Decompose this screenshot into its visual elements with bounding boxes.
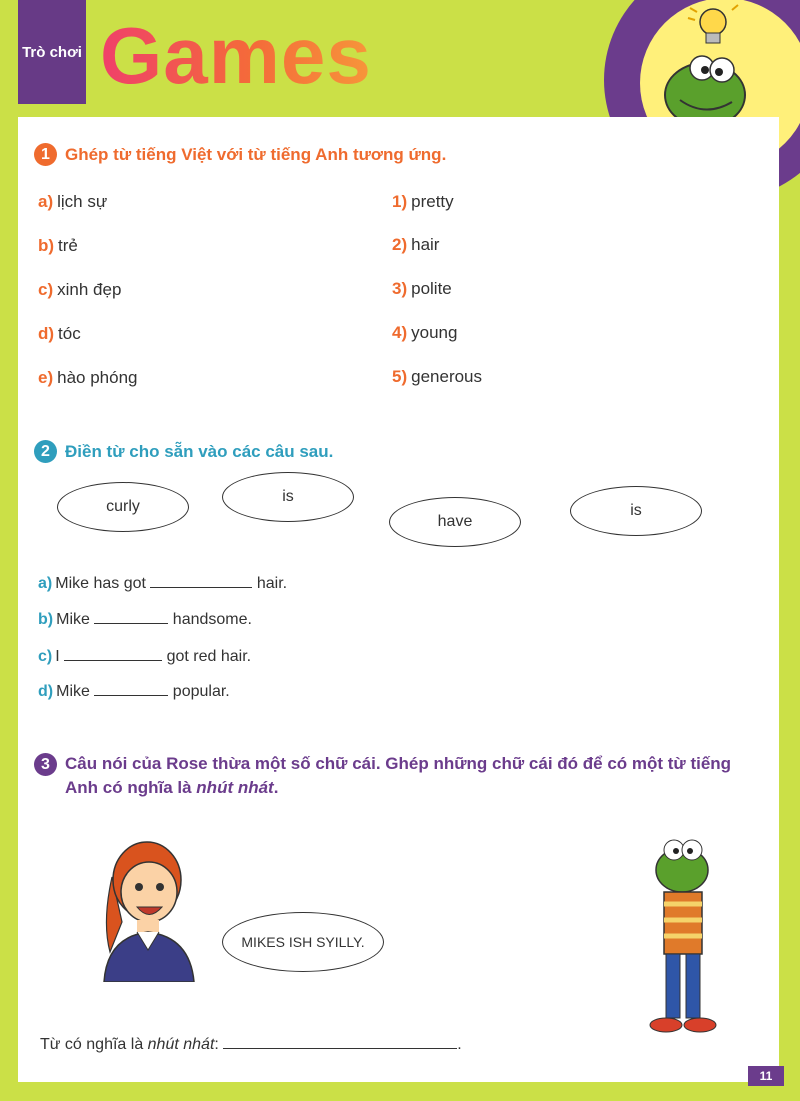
word-oval: curly: [57, 482, 189, 532]
blank-line[interactable]: [94, 611, 168, 624]
sentence-before: Mike: [56, 683, 90, 700]
answer-line: [40, 1036, 462, 1054]
sentence-after: handsome.: [172, 611, 252, 628]
item-label: a): [38, 575, 53, 592]
exercise2-instruction: Điền từ cho sẵn vào các câu sau.: [65, 441, 334, 461]
item-label: 3): [392, 279, 408, 298]
item-label: 4): [392, 323, 408, 342]
girl-rose-icon: [92, 832, 202, 982]
item-label: e): [38, 368, 54, 387]
sentence-after: got red hair.: [166, 648, 252, 665]
item-label: c): [38, 280, 54, 299]
answer-prefix: Từ có nghĩa là: [40, 1036, 148, 1053]
item-label: 5): [392, 367, 408, 386]
match-left-d: [38, 324, 81, 344]
section-tag: Trò chơi: [18, 0, 86, 104]
fill-sentence-d: [38, 683, 230, 701]
sentence-after: hair.: [256, 575, 288, 592]
match-right-3: [392, 279, 452, 299]
exercise2-heading: [34, 440, 333, 463]
item-text: polite: [411, 279, 452, 298]
item-text: hair: [411, 235, 440, 254]
speech-bubble: MIKES ISH SYILLY.: [222, 912, 384, 972]
word-oval: have: [389, 497, 521, 547]
answer-blank[interactable]: [223, 1036, 457, 1049]
page-title: Games: [100, 11, 372, 100]
match-right-5: [392, 367, 482, 387]
instruction-period: .: [273, 778, 279, 797]
match-left-c: [38, 280, 121, 300]
exercise2-number: 2: [34, 440, 57, 463]
answer-end: .: [457, 1036, 462, 1053]
item-label: 1): [392, 192, 408, 211]
item-text: hào phóng: [57, 368, 138, 387]
exercise3-number: 3: [34, 753, 57, 776]
instruction-line1: Câu nói của Rose thừa một số chữ cái. Ghép những chữ cái đó để có một từ tiếng: [65, 754, 732, 773]
match-left-e: [38, 368, 138, 388]
match-left-a: [38, 192, 107, 212]
sentence-before: Mike has got: [55, 575, 146, 592]
answer-italic: nhút nhát: [147, 1036, 215, 1053]
item-text: tóc: [58, 324, 81, 343]
match-right-1: [392, 192, 454, 212]
item-text: lịch sự: [57, 192, 108, 211]
instruction-italic: nhút nhát: [196, 778, 274, 797]
instruction-line2: Anh có nghĩa là: [65, 778, 197, 797]
sentence-before: I: [55, 648, 60, 665]
answer-colon: :: [214, 1036, 219, 1053]
fill-sentence-a: [38, 575, 287, 593]
item-text: pretty: [411, 192, 454, 211]
exercise3-heading: [34, 752, 774, 800]
page-number: 11: [748, 1066, 784, 1086]
item-label: d): [38, 683, 54, 700]
blank-line[interactable]: [64, 648, 162, 661]
item-label: a): [38, 192, 54, 211]
item-label: c): [38, 648, 53, 665]
frog-standing-icon: [624, 820, 744, 1045]
item-label: 2): [392, 235, 408, 254]
match-right-2: [392, 235, 439, 255]
item-label: b): [38, 611, 54, 628]
fill-sentence-b: [38, 611, 252, 629]
sentence-before: Mike: [56, 611, 90, 628]
item-label: d): [38, 324, 55, 343]
match-right-4: [392, 323, 457, 343]
exercise3-instruction: [65, 752, 731, 800]
word-oval: is: [570, 486, 702, 536]
exercise1-number: 1: [34, 143, 57, 166]
item-text: generous: [411, 367, 483, 386]
item-text: young: [411, 323, 458, 342]
blank-line[interactable]: [94, 683, 168, 696]
match-left-b: [38, 236, 78, 256]
blank-line[interactable]: [150, 575, 252, 588]
fill-sentence-c: [38, 648, 251, 666]
item-text: xinh đẹp: [57, 280, 122, 299]
exercise1-heading: [34, 143, 446, 166]
exercise1-instruction: Ghép từ tiếng Việt với từ tiếng Anh tương ứng.: [65, 144, 447, 164]
item-label: b): [38, 236, 55, 255]
sentence-after: popular.: [172, 683, 230, 700]
item-text: trẻ: [58, 236, 78, 255]
word-oval: is: [222, 472, 354, 522]
